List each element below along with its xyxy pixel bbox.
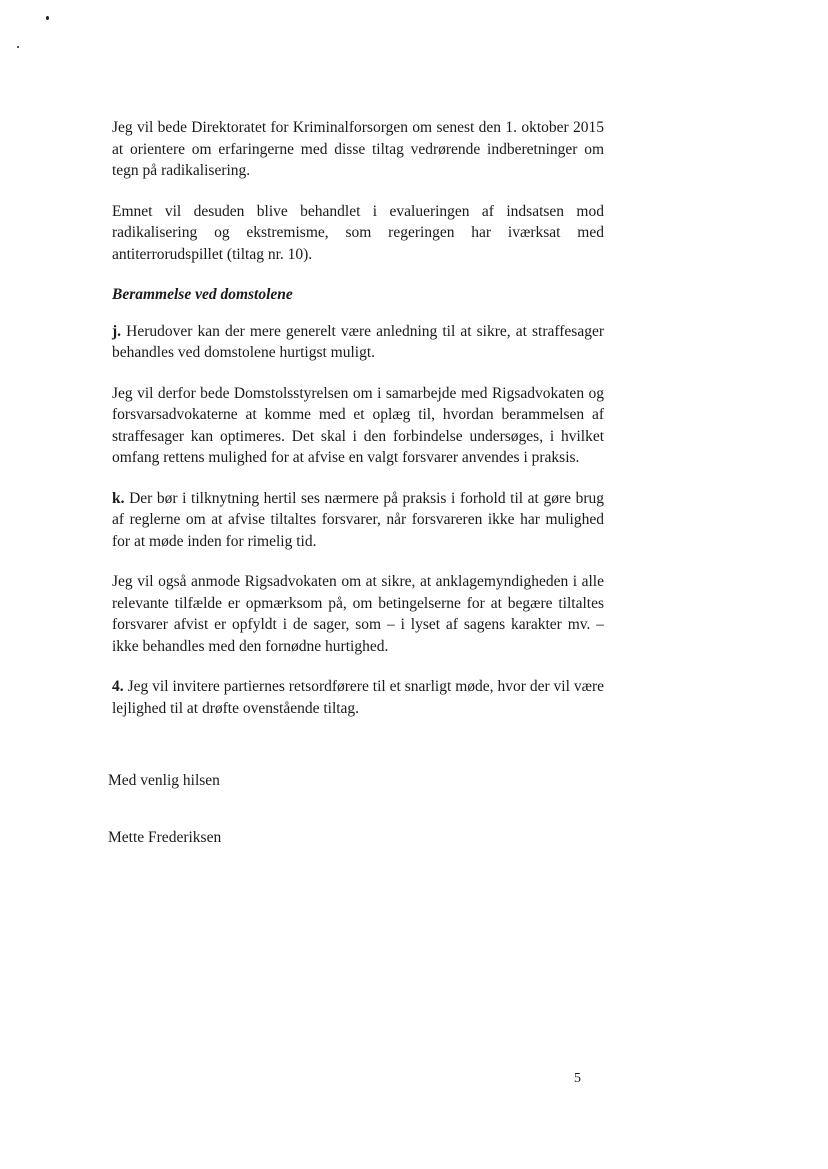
item-label-j: j. — [112, 322, 122, 340]
paragraph-evaluation: Emnet vil desuden blive behandlet i evalueringen af indsatsen mod radikalisering og ekstremisme, som regeringen har iværksat med antiterrorudspillet (tiltag nr. 10). — [112, 202, 604, 263]
paragraph-4-text: Jeg vil invitere partiernes retsordførere til et snarligt møde, hvor der vil være lejlighed til at drøfte ovenstående tiltag. — [112, 678, 604, 717]
item-label-4: 4. — [112, 678, 124, 695]
scan-speck — [17, 46, 19, 48]
paragraph-j-text: Herudover kan der mere generelt være anledning til at sikre, at straffesager behandles ved domstolene hurtigst muligt. — [112, 322, 604, 361]
page-number: 5 — [574, 1071, 581, 1086]
paragraph-j — [112, 321, 604, 364]
paragraph-k — [112, 488, 604, 553]
paragraph-4 — [112, 676, 604, 719]
paragraph-k-text: Der bør i tilknytning hertil ses nærmere på praksis i forhold til at gøre brug af reglerne om at afvise tiltaltes forsvarer, når forsvareren ikke har mulighed for at møde inden for rimelig tid. — [112, 489, 604, 550]
section-heading: Berammelse ved domstolene — [112, 286, 293, 303]
paragraph-domstolsstyrelsen: Jeg vil derfor bede Domstolsstyrelsen om i samarbejde med Rigsadvokaten og forsvarsadvokaterne at komme med et oplæg til, hvordan berammelsen af straffesager kan optimeres. Det skal i den forbindelse undersøges, i hvilket omfang rettens mulighed for at afvise en valgt forsvarer anvendes i praksis. — [112, 384, 604, 466]
closing-salutation: Med venlig hilsen — [108, 772, 220, 789]
item-label-k: k. — [112, 489, 125, 507]
paragraph-orientation: Jeg vil bede Direktoratet for Kriminalforsorgen om senest den 1. oktober 2015 at orientere om erfaringerne med disse tiltag vedrørende indberetninger om tegn på radikalisering. — [112, 119, 604, 179]
signature-name: Mette Frederiksen — [108, 829, 222, 846]
paragraph-rigsadvokaten: Jeg vil også anmode Rigsadvokaten om at sikre, at anklagemyndigheden i alle relevante tilfælde er opmærksom på, om betingelserne for at begære tiltaltes forsvarer afvist er opfyldt i de sager, som – i lyset af sagens karakter mv. – ikke behandles med den fornødne hurtighed. — [112, 573, 604, 655]
scan-speck — [46, 16, 49, 20]
letter-body — [112, 117, 604, 738]
